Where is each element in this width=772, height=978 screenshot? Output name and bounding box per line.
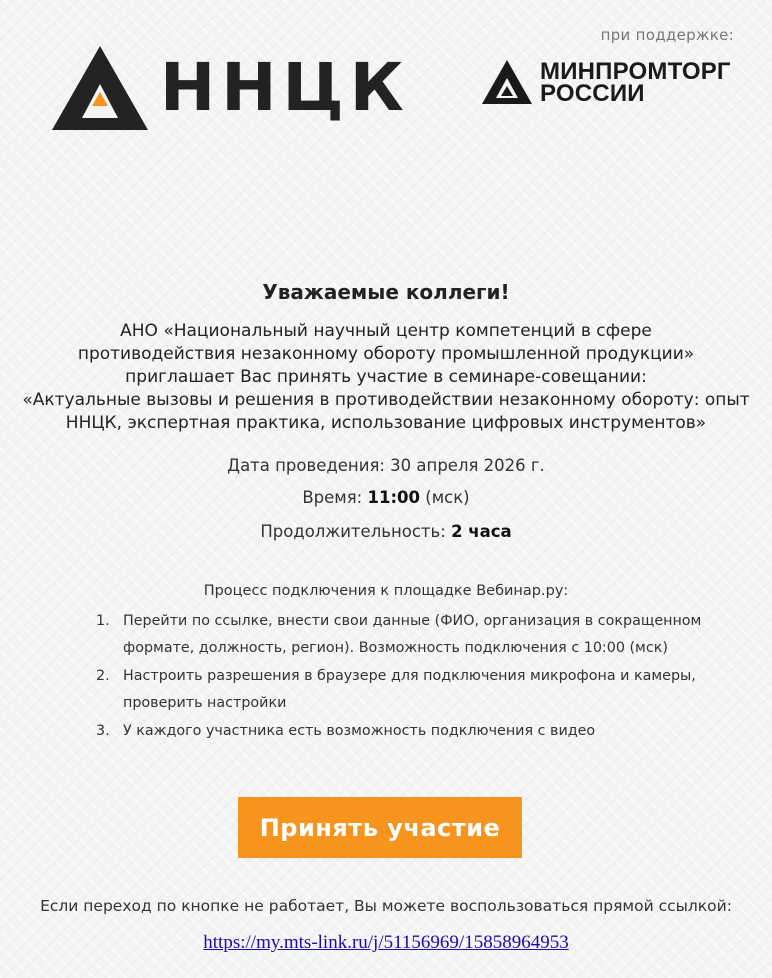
nncc-logo-text: ННЦК bbox=[160, 49, 410, 126]
event-time-suffix: (мск) bbox=[420, 488, 470, 507]
intro-line: АНО «Национальный научный центр компетенций в сфере bbox=[120, 321, 652, 341]
process-title: Процесс подключения к площадке Вебинар.ру: bbox=[203, 583, 569, 599]
event-time-value: 11:00 bbox=[367, 488, 421, 507]
event-time bbox=[0, 488, 772, 507]
event-duration-label: Продолжительность: bbox=[260, 522, 452, 541]
support-label: при поддержке: bbox=[600, 26, 734, 44]
step-line: проверить настройки bbox=[123, 695, 287, 711]
minpromtorg-logo-line2: РОССИИ bbox=[540, 80, 645, 107]
intro-line: приглашает Вас принять участие в семинаре-совещании: bbox=[125, 367, 647, 387]
intro-line: противодействия незаконному обороту промышленной продукции» bbox=[77, 344, 695, 364]
minpromtorg-triangle-icon bbox=[482, 60, 532, 106]
minpromtorg-logo-line1: МИНПРОМТОРГ bbox=[540, 58, 731, 85]
step-line: Перейти по ссылке, внести свои данные (ФИО, организация в сокращенном bbox=[123, 613, 702, 629]
minpromtorg-logo bbox=[482, 58, 742, 108]
event-duration-value: 2 часа bbox=[451, 522, 512, 541]
step-number: 3. bbox=[96, 723, 110, 739]
intro-line: «Актуальные вызовы и решения в противодействии незаконному обороту: опыт bbox=[22, 390, 750, 410]
process-step bbox=[96, 608, 736, 662]
participate-button[interactable]: Принять участие bbox=[238, 797, 522, 858]
event-date: Дата проведения: 30 апреля 2026 г. bbox=[227, 456, 545, 475]
nncc-triangle-icon bbox=[52, 44, 152, 134]
event-time-label: Время: bbox=[302, 488, 368, 507]
intro-line: ННЦК, экспертная практика, использование цифровых инструментов» bbox=[65, 413, 707, 433]
process-step bbox=[96, 718, 736, 745]
process-step bbox=[96, 663, 736, 717]
process-steps-list bbox=[96, 608, 736, 746]
greeting-heading: Уважаемые коллеги! bbox=[262, 280, 510, 304]
step-line: Настроить разрешения в браузере для подключения микрофона и камеры, bbox=[123, 668, 696, 684]
step-line: У каждого участника есть возможность подключения с видео bbox=[123, 723, 596, 739]
intro-paragraph bbox=[14, 320, 758, 435]
step-line: формате, должность, регион). Возможность подключения с 10:00 (мск) bbox=[123, 640, 668, 656]
event-duration bbox=[0, 522, 772, 541]
fallback-text: Если переход по кнопке не работает, Вы можете воспользоваться прямой ссылкой: bbox=[40, 897, 732, 915]
step-number: 2. bbox=[96, 668, 110, 684]
direct-link[interactable]: https://my.mts-link.ru/j/51156969/15858964953 bbox=[203, 932, 569, 953]
nncc-logo bbox=[52, 44, 410, 134]
step-number: 1. bbox=[96, 613, 110, 629]
